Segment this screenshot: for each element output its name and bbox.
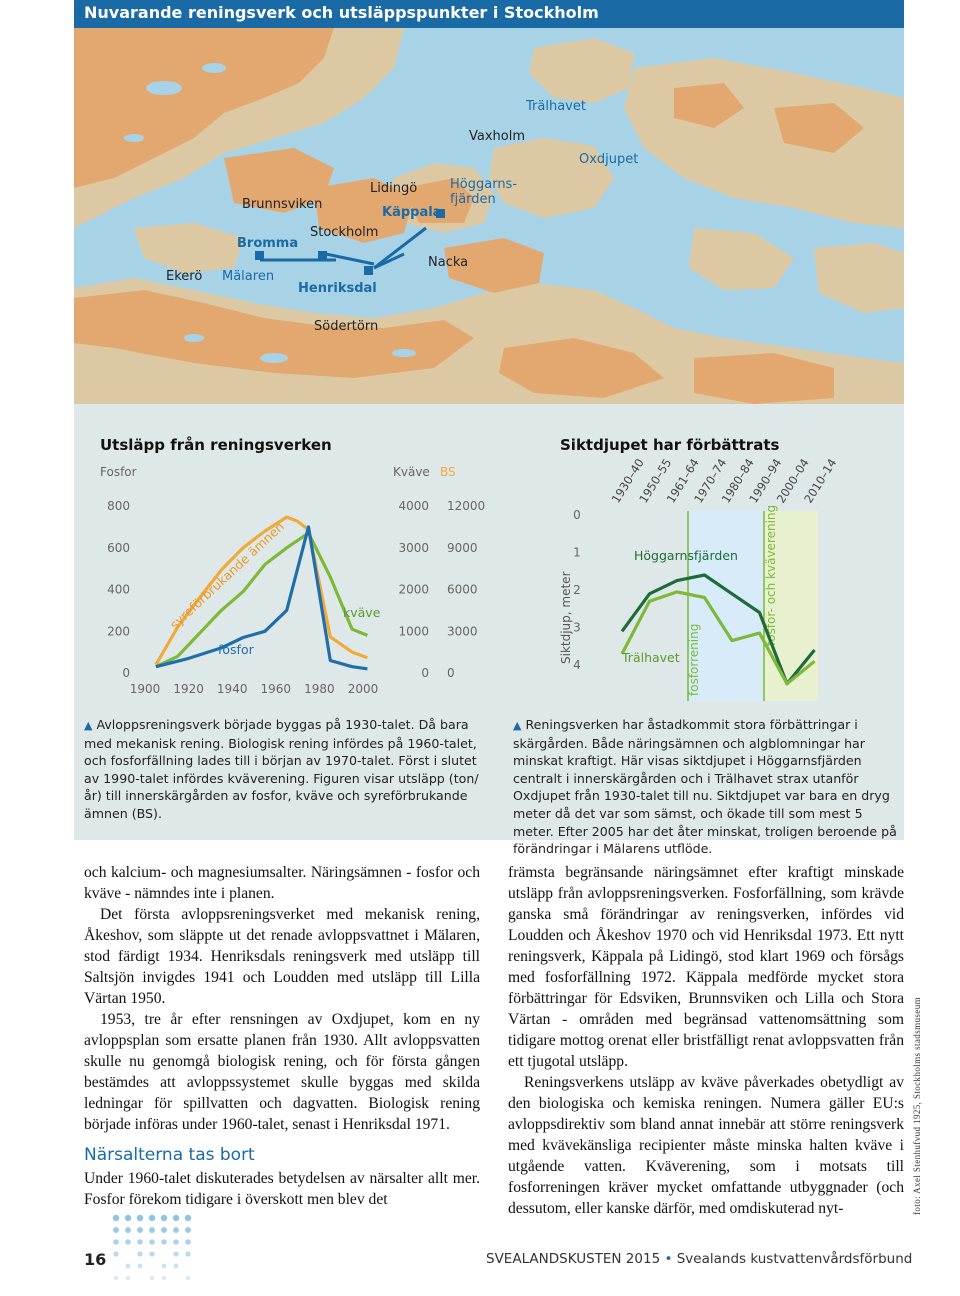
depth-tick-label: 2 (573, 583, 581, 597)
bs-tick-label: 0 (447, 666, 455, 680)
emissions-chart (90, 460, 500, 700)
map-label-hoggarnsfjarden-2: fjärden (450, 192, 496, 207)
decorative-dot (149, 1215, 155, 1221)
map-label-henriksdal: Henriksdal (298, 281, 377, 296)
decorative-dot (113, 1215, 119, 1221)
photo-credit: foto: Axel Stenhufvud 1925, Stockholms stadsmuseum (912, 997, 922, 1215)
plant-marker-stockholm (318, 251, 327, 260)
caption-right-text: Reningsverken har åstadkommit stora förbättringar i skärgården. Både näringsämnen och algblomningar har minskat kraftigt. Här visas siktdjupet i Höggarnsfjärden centralt i innerskärgården och i Trälhavet strax utanför Oxdjupet från 1930-talet till nu. Siktdjupet var bara en dryg meter då det var som sämst, och ökade till som mest 5 meter. Efter 2005 har det åter minskat, troligen beroende på förändringar i Mälarens utflöde. (513, 717, 897, 857)
decorative-dot (126, 1264, 131, 1269)
year-tick-label: 1920 (173, 682, 204, 696)
decorative-dot (173, 1227, 179, 1233)
decorative-dot (185, 1251, 190, 1256)
decorative-dot (186, 1276, 190, 1280)
decorative-dot (161, 1227, 167, 1233)
map-label-tralhavet: Trälhavet (526, 99, 586, 114)
decorative-dot (149, 1251, 154, 1256)
period-label: 1970–74 (691, 456, 730, 506)
bs-tick-label: 3000 (447, 624, 478, 639)
decorative-dot (150, 1276, 154, 1280)
period-label: 1961–64 (663, 456, 702, 506)
bs-tick-label: 12000 (447, 499, 486, 513)
body-paragraph: 1953, tre år efter rensningen av Oxdjupet, kom en ny avloppsplan som ersatte planen från 1930. Allt avloppsvatten skulle nu genomgå biologisk rening, och för första gången bestämdes att avloppssystemet skulle byggas med skilda ledningar för spillvatten och dagvatten. Biologisk rening började införas under 1960-talet, senast i Henriksdal 1971. (84, 1011, 480, 1133)
kvave-tick-label: 3000 (398, 540, 429, 555)
secchi-chart (550, 456, 900, 706)
caption-left-text: Avloppsreningsverk började byggas på 1930-talet. Då bara med mekanisk rening. Biologisk rening infördes på 1960-talet, och fosforfällning lades till i början av 1970-talet. Först i slutet av 1990-talet infördes kväverening. Figuren visar utsläpp (ton/år) till innerskärgården av fosfor, kväve och syreförbrukande ämnen (BS). (84, 717, 479, 821)
secchi-y-title: Siktdjup, meter (559, 571, 573, 664)
decorative-dot (173, 1251, 178, 1256)
decorative-dot (149, 1227, 155, 1233)
label-bs-series: syreförbrukande ämnen (166, 518, 287, 633)
map-label-kappala: Käppala (382, 205, 442, 220)
decorative-dot (174, 1264, 179, 1269)
map-label-malaren: Mälaren (222, 269, 275, 284)
kvave-tick-label: 4000 (398, 499, 429, 513)
section-heading: Närsalterna tas bort (84, 1145, 255, 1165)
decorative-dot (126, 1276, 130, 1280)
label-kvave-series: kväve (343, 605, 381, 620)
fosfor-tick-label: 200 (107, 624, 130, 639)
decorative-dot (113, 1239, 119, 1245)
decorative-dot (137, 1215, 143, 1221)
plant-marker-bromma (255, 251, 264, 260)
decorative-dot (137, 1251, 142, 1256)
map-label-bromma: Bromma (237, 236, 299, 251)
stockholm-map (74, 28, 904, 404)
right-chart-title: Siktdjupet har förbättrats (560, 436, 780, 454)
decorative-dot (161, 1215, 167, 1221)
depth-tick-label: 1 (573, 545, 581, 560)
decorative-dot (125, 1227, 131, 1233)
axis-title-kvave: Kväve (393, 465, 430, 479)
body-paragraph: och kalcium- och magnesiumsalter. Näringsämnen - fosfor och kväve - nämndes inte i planen. (84, 864, 480, 902)
year-tick-label: 1900 (129, 682, 161, 696)
caption-right (513, 716, 905, 858)
left-chart-title: Utsläpp från reningsverken (100, 436, 332, 454)
decorative-dot (125, 1215, 131, 1221)
kvave-tick-label: 1000 (398, 624, 429, 639)
footer-dot-pattern (110, 1212, 200, 1296)
depth-tick-label: 3 (573, 620, 581, 635)
map-label-oxdjupet: Oxdjupet (579, 152, 639, 167)
fosfor-tick-label: 800 (107, 499, 130, 513)
fosfor-tick-label: 0 (122, 666, 130, 680)
plant-marker-henriksdal (364, 266, 373, 275)
bs-tick-label: 9000 (447, 540, 478, 555)
footer-publication: SVEALANDSKUSTEN 2015 (486, 1251, 661, 1267)
map-label-hoggarnsfjarden-1: Höggarns- (450, 177, 518, 192)
map-label-sodertorn: Södertörn (314, 319, 379, 334)
body-paragraph: Det första avloppsreningsverket med mekanisk rening, Åkeshov, som släppte ut det renade avloppsvattnet i Mälaren, stod färdigt 1934. Henriksdals reningsverk med utsläpp till Saltsjön invigdes 1941 och Loudden med utsläpp till Lilla Värtan 1950. (84, 906, 480, 1007)
year-tick-label: 1980 (304, 682, 335, 696)
decorative-dot (162, 1276, 166, 1280)
footer-organization: Svealands kustvattenvårdsförbund (676, 1251, 913, 1267)
year-tick-label: 1940 (216, 682, 248, 696)
decorative-dot (138, 1264, 143, 1269)
body-paragraph: Under 1960-talet diskuterades betydelsen av närsalter allt mer. Fosfor förekom tidigare i överskott men blev det (84, 1170, 480, 1208)
map-label-lidingo: Lidingö (370, 181, 418, 196)
decorative-dot (113, 1251, 118, 1256)
period-label: 1980–84 (718, 456, 757, 506)
decorative-dot (137, 1227, 143, 1233)
map-label-vaxholm: Vaxholm (469, 129, 526, 144)
map-label-brunnsviken: Brunnsviken (242, 197, 323, 212)
page-number: 16 (84, 1250, 107, 1269)
decorative-dot (185, 1227, 191, 1233)
kvave-tick-label: 2000 (398, 582, 429, 597)
decorative-dot (173, 1239, 179, 1245)
bs-tick-label: 6000 (447, 582, 478, 597)
label-hoggarnsfjarden: Höggarnsfjärden (634, 548, 738, 563)
kvave-tick-label: 0 (421, 666, 429, 680)
period-label: 1950–55 (636, 456, 675, 506)
period-label: 1930–40 (608, 456, 647, 506)
fosfor-tick-label: 400 (107, 582, 130, 597)
page-title: Nuvarande reningsverk och utsläppspunkter i Stockholm (84, 3, 599, 22)
body-column-1 (84, 862, 480, 1210)
caption-left (84, 716, 482, 823)
decorative-dot (173, 1215, 179, 1221)
map-label-stockholm: Stockholm (310, 225, 379, 240)
map-label-nacka: Nacka (428, 255, 469, 270)
decorative-dot (162, 1264, 167, 1269)
year-tick-label: 2000 (347, 682, 379, 696)
body-column-2 (508, 862, 904, 1219)
label-tralhavet: Trälhavet (622, 650, 680, 665)
body-paragraph: Reningsverkens utsläpp av kväve påverkades obetydligt av den biologiska och kemiska reningen. Numera gäller EU:s avloppsdirektiv som bland annat innebär att större reningsverk med kvävekänsliga recipienter måste minska halten kväve i utgående vatten. Kväverening, som i motsats till fosforreningen kräver mycket omfattande utbyggnader (och dessutom, eller kanske därför, med omdiskuterad nyt- (508, 1074, 904, 1217)
fosfor-tick-label: 600 (107, 540, 130, 555)
band-label-fosforrening: fosforrening (687, 623, 701, 696)
depth-tick-label: 4 (573, 658, 581, 672)
decorative-dot (113, 1227, 119, 1233)
period-label: 2010–14 (801, 456, 840, 506)
band-label-kvaverening: fosfor- och kväverening (764, 504, 778, 646)
body-paragraph: främsta begränsande näringsämnet efter kraftigt minskade utsläpp från avloppsreningsverken. Fosforfällning, som krävde ganska små förändringar av reningsverken, infördes vid Loudden och Åkeshov 1970 och vid Henriksdal 1973. Ett nytt reningsverk, Käppala på Lidingö, stod klart 1969 och försågs med fosforfällning 1972. Käppala medförde mycket stora förbättringar för Edsviken, Brunnsviken och Lilla och Stora Värtan - områden med begränsad vattenomsättning som tidigare mottog orenat eller bristfälligt renat avloppsvatten från ett tjugotal utsläpp. (508, 864, 904, 1070)
decorative-dot (125, 1239, 131, 1245)
footer: SVEALANDSKUSTEN 2015 • Svealands kustvattenvårdsförbund (486, 1251, 913, 1267)
axis-title-fosfor: Fosfor (100, 465, 137, 479)
decorative-dot (137, 1239, 143, 1245)
map-label-ekero: Ekerö (166, 269, 203, 284)
caption-triangle-icon: ▲ (513, 719, 522, 732)
depth-tick-label: 0 (573, 508, 581, 522)
decorative-dot (161, 1239, 167, 1245)
year-tick-label: 1960 (260, 682, 292, 696)
label-fosfor-series: fosfor (218, 642, 254, 657)
decorative-dot (185, 1239, 191, 1245)
decorative-dot (149, 1239, 155, 1245)
period-label: 1990–94 (746, 456, 785, 506)
period-label: 2000–04 (773, 456, 812, 506)
axis-title-bs: BS (440, 465, 456, 479)
decorative-dot (114, 1276, 118, 1280)
caption-triangle-icon: ▲ (84, 719, 93, 732)
decorative-dot (185, 1215, 191, 1221)
